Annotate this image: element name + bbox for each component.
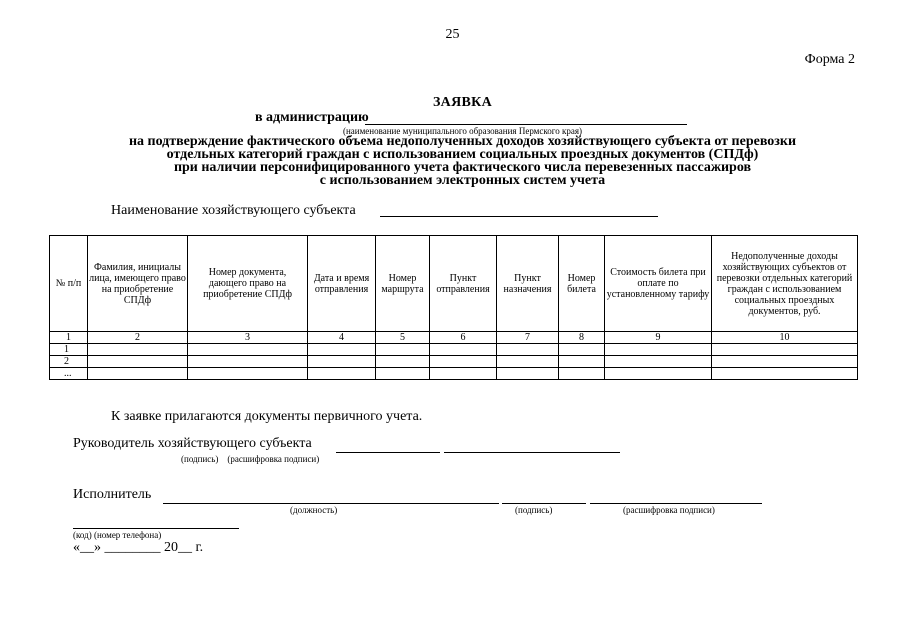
head-label: Руководитель хозяйствующего субъекта	[73, 436, 312, 451]
column-number: 8	[559, 332, 605, 344]
table-cell[interactable]	[376, 368, 430, 380]
table-cell[interactable]	[308, 356, 376, 368]
table-cell[interactable]	[605, 356, 712, 368]
document-title: ЗАЯВКА	[432, 95, 492, 110]
header-cell: Номер документа, дающего право на приобретение СПДф	[188, 236, 308, 332]
head-decode-hint: (расшифровка подписи)	[227, 454, 320, 464]
table-cell[interactable]	[88, 344, 188, 356]
table-cell[interactable]	[559, 344, 605, 356]
header-cell: Номер билета	[559, 236, 605, 332]
date-line: «__» ________ 20__ г.	[73, 540, 204, 555]
head-signature-line	[336, 452, 440, 453]
table-cell[interactable]	[308, 344, 376, 356]
executor-signature-hint: (подпись)	[515, 505, 553, 515]
column-number: 1	[50, 332, 88, 344]
phone-fill-line	[73, 528, 239, 529]
table-row	[50, 368, 858, 380]
purpose-line: при наличии персонифицированного учета фактического числа перевезенных пассажиров	[173, 160, 752, 175]
executor-signature-line	[502, 503, 586, 504]
page-number: 25	[445, 27, 460, 42]
header-cell: Пункт назначения	[497, 236, 559, 332]
header-cell: Пункт отправления	[430, 236, 497, 332]
header-cell: Фамилия, инициалы лица, имеющего право на приобретение СПДф	[88, 236, 188, 332]
table-cell[interactable]	[188, 344, 308, 356]
column-number: 6	[430, 332, 497, 344]
head-decode-line	[444, 452, 620, 453]
table-cell[interactable]	[559, 368, 605, 380]
table-cell[interactable]	[308, 368, 376, 380]
entity-fill-line	[380, 216, 658, 217]
table-row	[50, 344, 858, 356]
header-cell: Стоимость билета при оплате по установленному тарифу	[605, 236, 712, 332]
column-number: 5	[376, 332, 430, 344]
purpose-line: отдельных категорий граждан с использованием социальных проездных документов (СПДф)	[166, 147, 759, 162]
table-cell[interactable]	[559, 356, 605, 368]
column-number: 3	[188, 332, 308, 344]
header-cell: Недополученные доходы хозяйствующих субъектов от перевозки отдельных категорий граждан с использованием социальных проездных документов, руб.	[712, 236, 858, 332]
header-cell: Номер маршрута	[376, 236, 430, 332]
administration-hint: (наименование муниципального образования Пермского края)	[342, 126, 583, 136]
row-number: 1	[50, 344, 88, 356]
executor-label: Исполнитель	[73, 487, 152, 502]
head-hints	[181, 454, 319, 464]
claims-table	[49, 235, 858, 380]
row-number: ...	[50, 368, 88, 380]
administration-fill-line	[365, 124, 687, 125]
table-cell[interactable]	[497, 368, 559, 380]
table-cell[interactable]	[605, 368, 712, 380]
purpose-line: с использованием электронных систем учета	[319, 173, 606, 188]
executor-decode-line	[590, 503, 762, 504]
head-signature-hint: (подпись)	[181, 454, 219, 464]
row-number: 2	[50, 356, 88, 368]
purpose-line: на подтверждение фактического объема недополученных доходов хозяйствующего субъекта от перевозки	[128, 134, 797, 149]
table-cell[interactable]	[497, 356, 559, 368]
column-number: 4	[308, 332, 376, 344]
header-cell: № п/п	[50, 236, 88, 332]
table-cell[interactable]	[376, 356, 430, 368]
table-cell[interactable]	[188, 368, 308, 380]
table-cell[interactable]	[430, 356, 497, 368]
attachment-note: К заявке прилагаются документы первичного учета.	[111, 409, 423, 424]
table-cell[interactable]	[188, 356, 308, 368]
table-cell[interactable]	[712, 368, 858, 380]
column-number: 9	[605, 332, 712, 344]
table-cell[interactable]	[88, 368, 188, 380]
phone-hint: (код) (номер телефона)	[73, 530, 162, 540]
header-cell: Дата и время отправления	[308, 236, 376, 332]
table-cell[interactable]	[376, 344, 430, 356]
form-label: Форма 2	[804, 52, 855, 67]
executor-decode-hint: (расшифровка подписи)	[623, 505, 715, 515]
purpose-text	[0, 135, 905, 187]
column-number: 2	[88, 332, 188, 344]
table-cell[interactable]	[712, 356, 858, 368]
table-row	[50, 356, 858, 368]
table-cell[interactable]	[88, 356, 188, 368]
table-cell[interactable]	[605, 344, 712, 356]
column-number: 10	[712, 332, 858, 344]
table-cell[interactable]	[712, 344, 858, 356]
to-administration-label: в администрацию	[255, 110, 369, 125]
table-cell[interactable]	[430, 368, 497, 380]
table-cell[interactable]	[430, 344, 497, 356]
column-number-row	[50, 332, 858, 344]
executor-position-line	[163, 503, 499, 504]
entity-label: Наименование хозяйствующего субъекта	[111, 203, 356, 218]
table-cell[interactable]	[497, 344, 559, 356]
column-number: 7	[497, 332, 559, 344]
executor-position-hint: (должность)	[290, 505, 338, 515]
